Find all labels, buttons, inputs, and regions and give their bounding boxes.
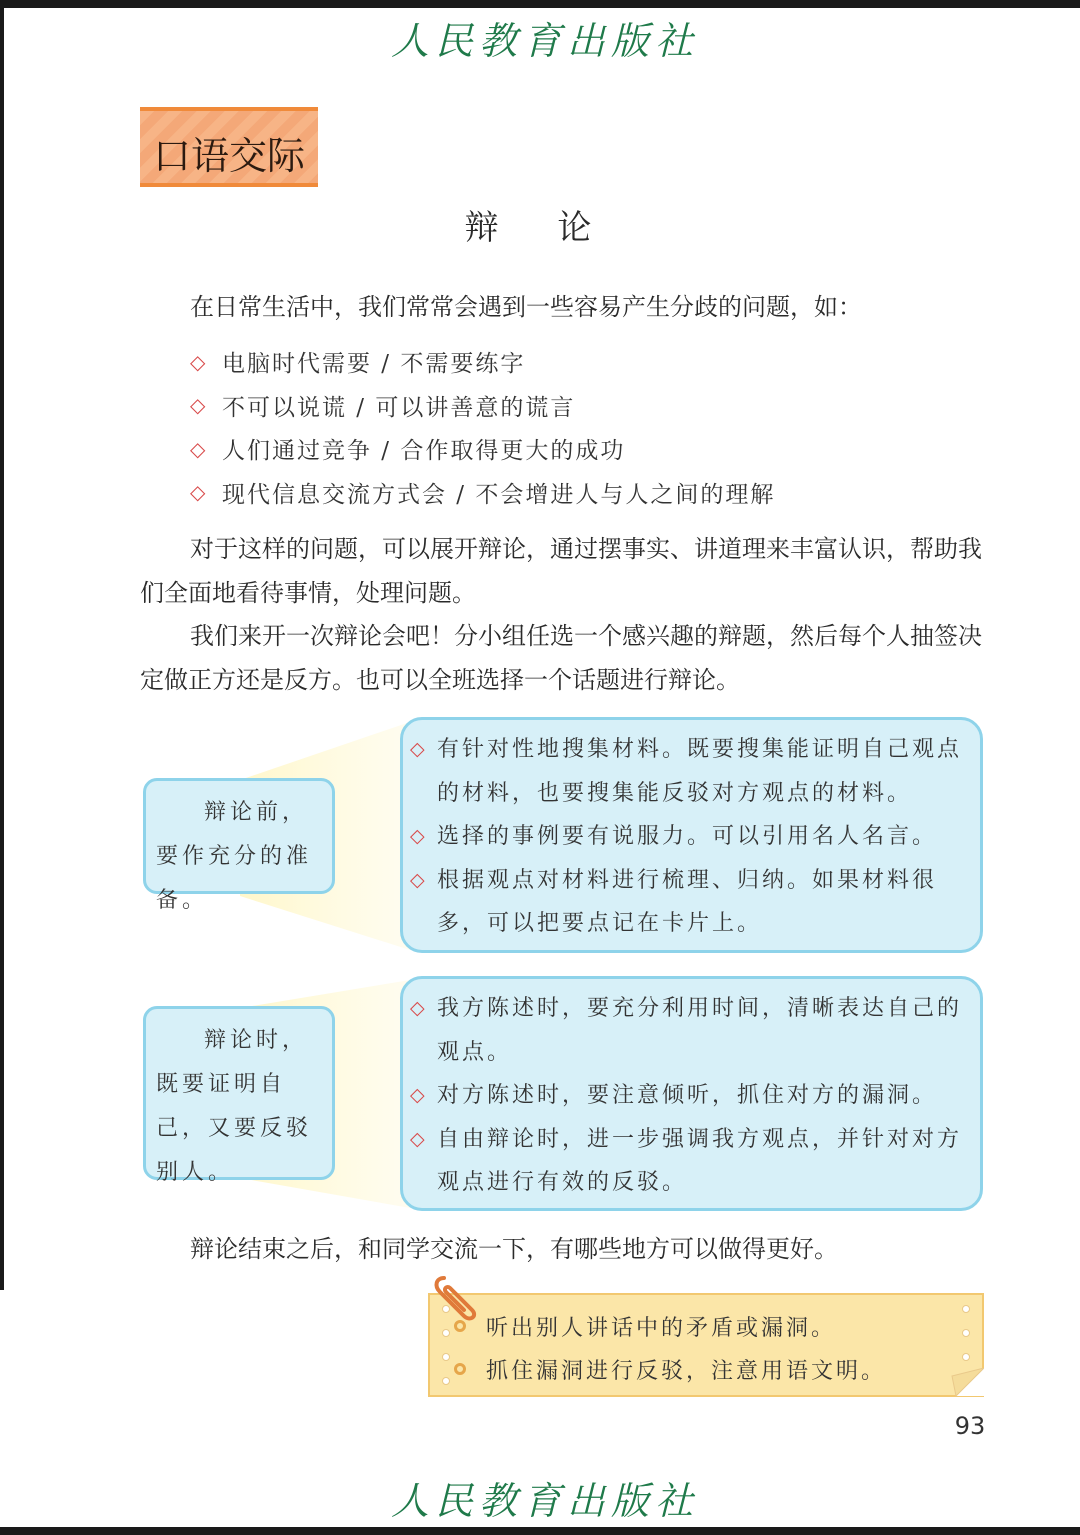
before-debate-label: 辩论前，要作充分的准备。 xyxy=(156,800,313,913)
tip-item xyxy=(410,1118,966,1205)
diamond-bullet-icon: ◇ xyxy=(190,349,208,374)
tip-item xyxy=(410,728,966,815)
during-debate-label: 辩论时，既要证明自己，又要反驳别人。 xyxy=(156,1028,313,1185)
tip-text: 我方陈述时，要充分利用时间，清晰表达自己的观点。 xyxy=(437,996,963,1065)
tip-text: 有针对性地搜集材料。既要搜集能证明自己观点的材料，也要搜集能反驳对方观点的材料。 xyxy=(437,737,963,806)
diamond-bullet-icon: ◇ xyxy=(190,480,208,505)
diamond-bullet-icon: ◇ xyxy=(190,436,208,461)
tips-note-card xyxy=(428,1293,984,1397)
note-tip-text: 抓住漏洞进行反驳，注意用语文明。 xyxy=(486,1359,887,1384)
topic-text: 现代信息交流方式会 / 不会增进人与人之间的理解 xyxy=(222,481,776,508)
diamond-bullet-icon: ◇ xyxy=(410,738,428,760)
note-tip xyxy=(486,1350,962,1393)
diamond-bullet-icon: ◇ xyxy=(190,393,208,418)
diamond-bullet-icon: ◇ xyxy=(410,1127,428,1150)
publisher-logo-bottom: 人民教育出版社 xyxy=(390,1479,699,1523)
tip-text: 自由辩论时，进一步强调我方观点，并针对对方观点进行有效的反驳。 xyxy=(437,1126,963,1195)
paragraph-debate-purpose: 对于这样的问题，可以展开辩论，通过摆事实、讲道理来丰富认识，帮助我们全面地看待事情，处理问题。 xyxy=(140,535,982,607)
ring-bullet-icon xyxy=(454,1363,466,1375)
tip-item xyxy=(410,987,966,1074)
tip-item xyxy=(410,859,966,946)
diamond-bullet-icon: ◇ xyxy=(410,1084,428,1106)
topic-text: 不可以说谎 / 可以讲善意的谎言 xyxy=(222,394,576,421)
note-tip-text: 听出别人讲话中的矛盾或漏洞。 xyxy=(486,1316,837,1341)
before-debate-tips-box xyxy=(400,717,983,953)
paperclip-icon xyxy=(430,1272,480,1332)
publisher-logo-top: 人民教育出版社 xyxy=(390,19,699,63)
diamond-bullet-icon: ◇ xyxy=(410,825,428,847)
tip-item xyxy=(410,1074,966,1118)
intro-paragraph: 在日常生活中，我们常常会遇到一些容易产生分歧的问题，如： xyxy=(190,293,862,321)
before-debate-label-box xyxy=(143,778,335,913)
during-debate-label-box xyxy=(143,1006,335,1185)
tip-text: 对方陈述时，要注意倾听，抓住对方的漏洞。 xyxy=(437,1083,938,1108)
topic-text: 人们通过竞争 / 合作取得更大的成功 xyxy=(222,438,626,465)
during-debate-tips-box xyxy=(400,976,983,1211)
topic-text: 电脑时代需要 / 不需要练字 xyxy=(222,351,526,378)
paragraph-reflection: 辩论结束之后，和同学交流一下，有哪些地方可以做得更好。 xyxy=(190,1235,838,1263)
page-curl-icon xyxy=(950,1368,984,1398)
tip-text: 选择的事例要有说服力。可以引用名人名言。 xyxy=(437,824,938,849)
diamond-bullet-icon: ◇ xyxy=(410,868,428,891)
page-number: 93 xyxy=(954,1412,986,1440)
tip-text: 根据观点对材料进行梳理、归纳。如果材料很多，可以把要点记在卡片上。 xyxy=(437,867,938,936)
lesson-title: 辩 论 xyxy=(464,208,616,248)
note-tip xyxy=(486,1307,962,1350)
section-label: 口语交际 xyxy=(152,134,305,178)
diamond-bullet-icon: ◇ xyxy=(410,997,428,1019)
tip-item xyxy=(410,815,966,859)
paragraph-debate-activity: 我们来开一次辩论会吧！分小组任选一个感兴趣的辩题，然后每个人抽签决定做正方还是反方。也可以全班选择一个话题进行辩论。 xyxy=(140,622,982,694)
